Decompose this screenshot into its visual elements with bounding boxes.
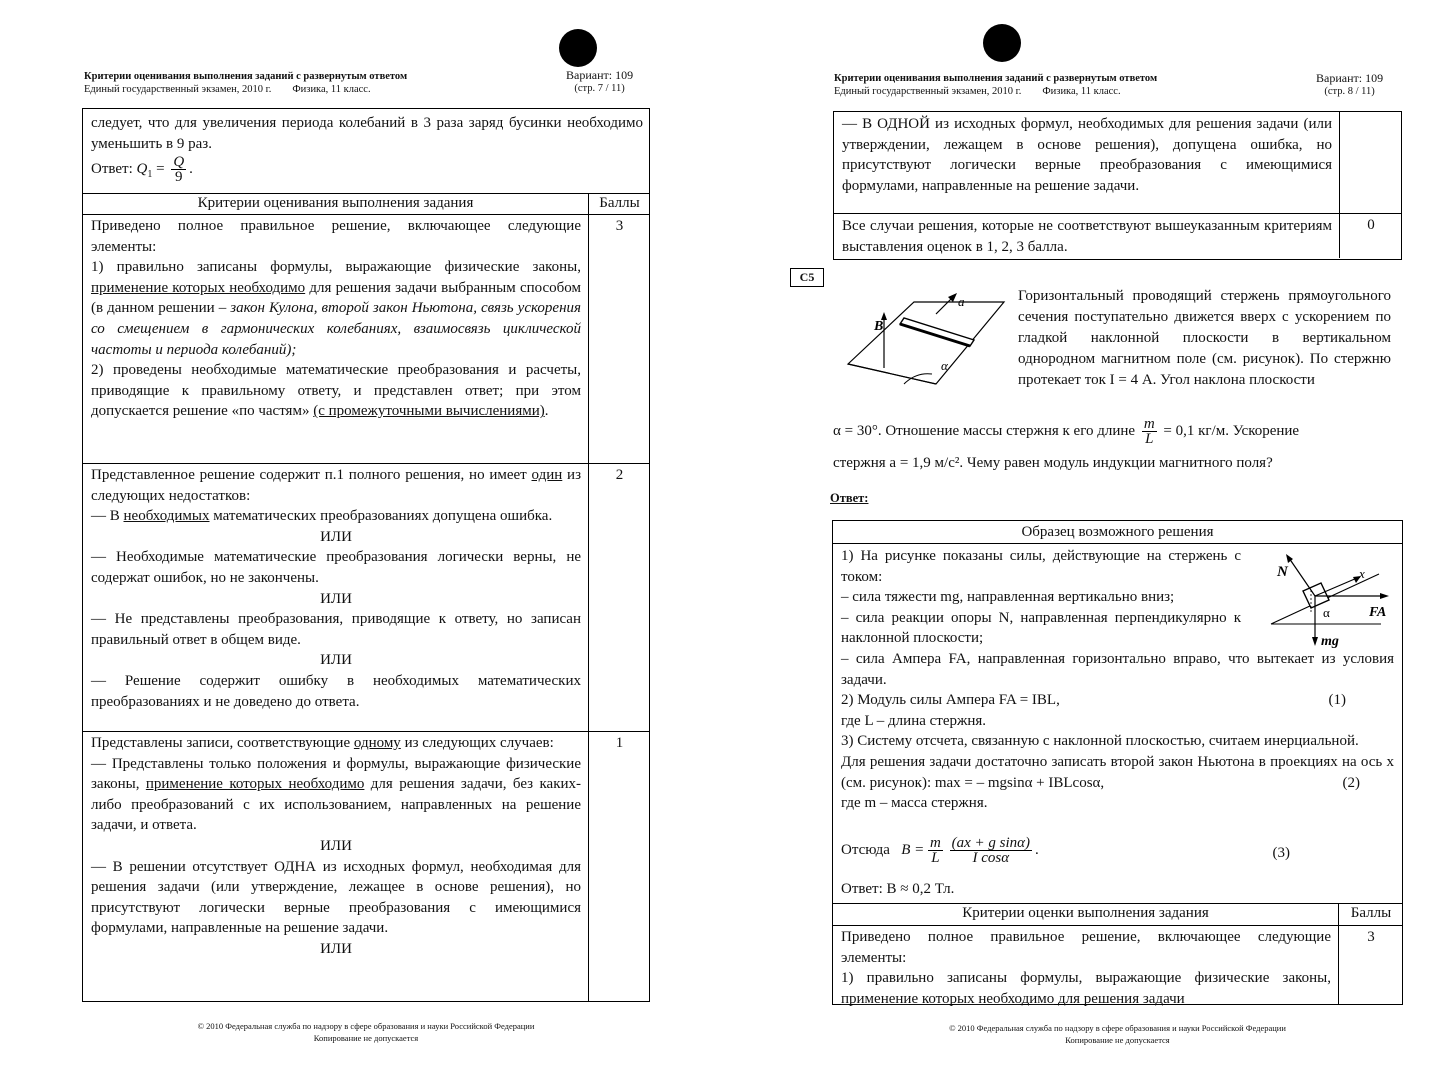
score-value: 3 <box>615 218 624 234</box>
header-title: Критерии оценивания выполнения заданий с развернутым ответом Единый государственный экзамен, 2010 г. Физика, 11 класс. <box>834 73 1158 97</box>
points-header: Баллы <box>1350 905 1392 921</box>
footer: © 2010 Федеральная служба по надзору в сфере образования и науки Российской Федерации Копирование не допускается <box>949 1023 1286 1045</box>
intro-text: следует, что для увеличения периода колебаний в 3 раза заряд бусинки необходимо уменьшить в 9 раз. <box>91 115 643 152</box>
problem-question: стержня a = 1,9 м/с². Чему равен модуль индукции магнитного поля? <box>833 455 1273 471</box>
fig-label-alpha-2: α <box>1323 605 1330 620</box>
header-subtitle: Единый государственный экзамен, 2010 г. Физика, 11 класс. <box>84 84 371 95</box>
table-row: Приведено полное правильное решение, включающее следующие элементы: 1) правильно записаны формулы, выражающие физические законы, применение которых необходимо для решения задачи 3 <box>833 925 1402 1004</box>
score-value: 3 <box>1367 929 1375 945</box>
problem-text: Горизонтальный проводящий стержень прямоугольного сечения поступательно движется вверх с ускорением по гладкой наклонной плоскости в вертикальном однородном магнитном поле (см. рисунок). По стержню протекает ток I = 4 А. Угол наклона плоскости <box>1018 288 1391 388</box>
task-label: C5 <box>790 268 824 287</box>
score-value: 2 <box>615 467 624 483</box>
criteria-header: Критерии оценивания выполнения задания <box>197 195 474 211</box>
header-subtitle: Единый государственный экзамен, 2010 г. Физика, 11 класс. <box>834 86 1121 97</box>
score-value: 0 <box>1367 217 1375 233</box>
continuation-table <box>833 111 1402 260</box>
punch-hole <box>559 29 597 67</box>
criteria-table <box>82 108 650 1002</box>
fig-label-alpha: α <box>941 358 948 373</box>
solution-answer: Ответ: B ≈ 0,2 Тл. <box>841 881 955 897</box>
right-page <box>728 0 1456 1066</box>
table-row: Представленное решение содержит п.1 полного решения, но имеет один из следующих недостатков: — В необходимых математических преобразованиях допущена ошибка. ИЛИ — Необходимые математические преобразования логически верны, не содержат ошибок, но не закончены. ИЛИ — Не представлены преобразования, приводящие к ответу, но записан правильный ответ в общем виде. ИЛИ — Решение содержит ошибку в необходимых математических преобразованиях и не доведено до ответа. 2 <box>83 463 649 731</box>
header-variant: Вариант: 109 (стр. 7 / 11) <box>566 68 634 94</box>
solution-body: 1) На рисунке показаны силы, действующие на стержень с током: – сила тяжести mg, направленная вертикально вниз; – сила реакции опоры N, направленная перпендикулярно к наклонной плоскости; N x α FA mg – сила Ампера FA, направленная горизонтально вправо, что вытекает из условия задачи. 2) Модуль силы Ампера FA = IBL, (1) где L – длина стержня. 3) Систему отсчета, связанную с наклонной плоскостью, считаем инерциальной. Для решения задачи достаточно записать второй закон Ньютона в проекциях на ось x (см. рисунок): max = – mgsinα + IBLcosα, (2) где m – масса стержня. Отсюда B = $\frac{m}{L}$ $\frac{\text{(ax + g sinα)}}{\text{I cosα}}$ . (3) Ответ: B ≈ 0,2 Тл. <box>833 543 1402 903</box>
criteria-header: Критерии оценки выполнения задания <box>962 905 1209 921</box>
table-header <box>833 903 1402 925</box>
inclined-plane-figure <box>844 288 1014 388</box>
force-diagram <box>1259 548 1399 648</box>
page-number: (стр. 8 / 11) <box>1324 86 1375 97</box>
problem-ratio-line: α = 30°. Отношение массы стержня к его длине $\frac{m}{L}$ = 0,1 кг/м. Ускорение <box>833 416 1300 448</box>
punch-hole <box>983 24 1021 62</box>
table-header <box>83 193 649 214</box>
answer-formula: Ответ: $Q_1$ = $\frac{Q}{9}$ . <box>91 154 193 185</box>
points-header: Баллы <box>599 195 640 211</box>
fig-label-a: a <box>958 294 965 309</box>
table-row: Приведено полное правильное решение, включающее следующие элементы: 1) правильно записаны формулы, выражающие физические законы, применение которых необходимо для решения задачи выбранным способом (в данном решении – закон Кулона, второй закон Ньютона, связь ускорения со смещением в гармонических колебаниях, взаимосвязь циклической частоты и периода колебаний); 2) проведены необходимые математические преобразования и расчеты, приводящие к правильному ответу, и представлен ответ; при этом допускается решение «по частям» (с промежуточными вычислениями). 3 <box>83 214 649 463</box>
header-variant: Вариант: 109 (стр. 8 / 11) <box>1316 71 1384 97</box>
fig-label-x: x <box>1359 566 1365 581</box>
footer: © 2010 Федеральная служба по надзору в сфере образования и науки Российской Федерации Копирование не допускается <box>197 1021 535 1043</box>
solution-final-formula: Отсюда B = $\frac{m}{L}$ $\frac{\text{(ax + g sinα)}}{\text{I cosα}}$ . (3) <box>841 835 1290 866</box>
continuation-text: — В ОДНОЙ из исходных формул, необходимых для решения задачи (или утверждении, лежащем в основе решения), допущена ошибка, но присутствуют логически верные преобразования с имеющимися формулами, направленные на решение задачи. <box>842 116 1332 194</box>
header-title: Критерии оценивания выполнения заданий с развернутым ответом Единый государственный экзамен, 2010 г. Физика, 11 класс. <box>84 71 408 95</box>
solution-table <box>832 520 1403 1005</box>
fig-label-mg: mg <box>1321 634 1339 648</box>
table-row: Все случаи решения, которые не соответствуют вышеуказанным критериям выставления оценок в 1, 2, 3 балла. 0 <box>834 213 1401 259</box>
fig-label-N: N <box>1277 564 1288 580</box>
fig-label-FA: FA <box>1369 605 1387 620</box>
solution-header: Образец возможного решения <box>1021 524 1214 540</box>
answer-label: Ответ: <box>830 491 869 505</box>
score-value: 1 <box>615 735 624 751</box>
table-row: Представлены записи, соответствующие одному из следующих случаев: — Представлены только положения и формулы, выражающие физические законы, применение которых необходимо для решения задачи, без каких-либо преобразований с их использованием, направленных на решение задачи, и ответа. ИЛИ — В решении отсутствует ОДНА из исходных формул, необходимая для решения задачи (или утверждение, лежащее в основе решения), но присутствуют логически верные преобразования с имеющимися формулами, направленные на решение задачи. ИЛИ 1 <box>83 731 649 1001</box>
page-number: (стр. 7 / 11) <box>574 83 625 94</box>
fig-label-B: B <box>874 319 884 334</box>
